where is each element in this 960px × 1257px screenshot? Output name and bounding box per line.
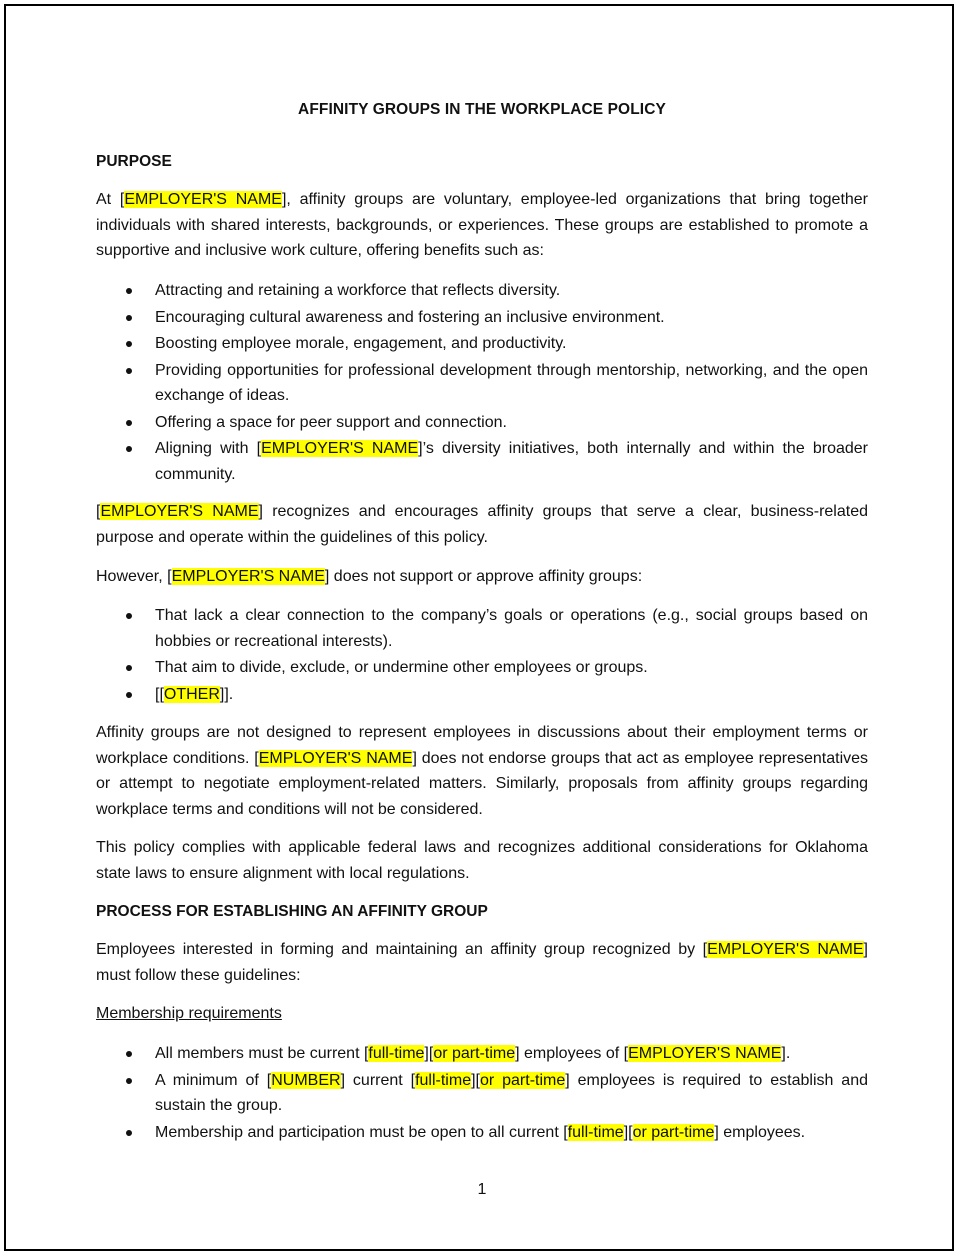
employment-type-placeholder: or part-time [632,1123,715,1141]
list-item: That aim to divide, exclude, or undermine other employees or groups. [96,655,868,681]
process-intro-paragraph: Employees interested in forming and maintaining an affinity group recognized by [EMPLOYER'S NAME] must follow these guidelines: [96,941,868,984]
list-item: [[OTHER]]. [96,682,868,708]
number-placeholder: NUMBER [271,1071,341,1089]
list-item: Encouraging cultural awareness and fostering an inclusive environment. [96,305,868,331]
document-title: AFFINITY GROUPS IN THE WORKPLACE POLICY [298,101,666,118]
list-item: Providing opportunities for professional development through mentorship, networking, and the open exchange of ideas. [96,358,868,409]
employer-name-placeholder: EMPLOYER'S NAME [171,568,325,585]
list-item: Boosting employee morale, engagement, and productivity. [96,331,868,357]
membership-heading: Membership requirements [96,1005,282,1022]
employment-type-placeholder: or part-time [479,1071,566,1089]
intro-paragraph: At [EMPLOYER'S NAME], affinity groups are voluntary, employee-led organizations that bring together individuals with shared interests, backgrounds, or experiences. These groups are established to promote a supportive and inclusive work culture, offering benefits such as: [96,191,869,259]
membership-list [96,1041,868,1145]
list-item: Aligning with [EMPLOYER'S NAME]’s diversity initiatives, both internally and within the broader community. [96,436,868,487]
process-heading: PROCESS FOR ESTABLISHING AN AFFINITY GROUP [96,903,488,920]
purpose-heading: PURPOSE [96,153,172,170]
employment-type-placeholder: full-time [368,1045,425,1062]
not-designed-paragraph: Affinity groups are not designed to represent employees in discussions about their employment terms or workplace conditions. [EMPLOYER'S NAME] does not endorse groups that act as employee representatives or attempt to negotiate employment-related matters. Similarly, proposals from affinity groups regarding workplace terms and conditions will not be considered. [96,724,869,818]
employer-name-placeholder: EMPLOYER'S NAME [707,941,864,958]
employer-name-placeholder: EMPLOYER'S NAME [258,749,413,767]
recognizes-paragraph: [EMPLOYER'S NAME] recognizes and encourages affinity groups that serve a clear, business-related purpose and operate within the guidelines of this policy. [96,503,868,546]
list-item: Membership and participation must be open to all current [full-time][or part-time] employees. [96,1120,868,1146]
list-item: Offering a space for peer support and connection. [96,410,868,436]
employer-name-placeholder: EMPLOYER'S NAME [100,503,259,520]
not-supported-list [96,603,868,707]
employer-name-placeholder: EMPLOYER'S NAME [124,191,282,208]
other-placeholder: OTHER [163,685,220,703]
list-item: That lack a clear connection to the company’s goals or operations (e.g., social groups based on hobbies or recreational interests). [96,603,868,654]
employment-type-placeholder: or part-time [433,1045,516,1062]
however-paragraph: However, [EMPLOYER'S NAME] does not support or approve affinity groups: [96,568,643,585]
employer-name-placeholder: EMPLOYER'S NAME [628,1045,782,1062]
list-item: A minimum of [NUMBER] current [full-time][or part-time] employees is required to establish and sustain the group. [96,1068,868,1119]
employment-type-placeholder: full-time [415,1071,472,1089]
employer-name-placeholder: EMPLOYER'S NAME [261,440,419,457]
employment-type-placeholder: full-time [567,1123,624,1141]
list-item: Attracting and retaining a workforce that reflects diversity. [96,278,868,304]
list-item: All members must be current [full-time][or part-time] employees of [EMPLOYER'S NAME]. [96,1041,868,1067]
benefits-list [96,278,868,487]
document-page [4,4,954,1251]
page-number: 1 [477,1181,487,1198]
complies-paragraph: This policy complies with applicable federal laws and recognizes additional considerations for Oklahoma state laws to ensure alignment with local regulations. [96,839,868,882]
